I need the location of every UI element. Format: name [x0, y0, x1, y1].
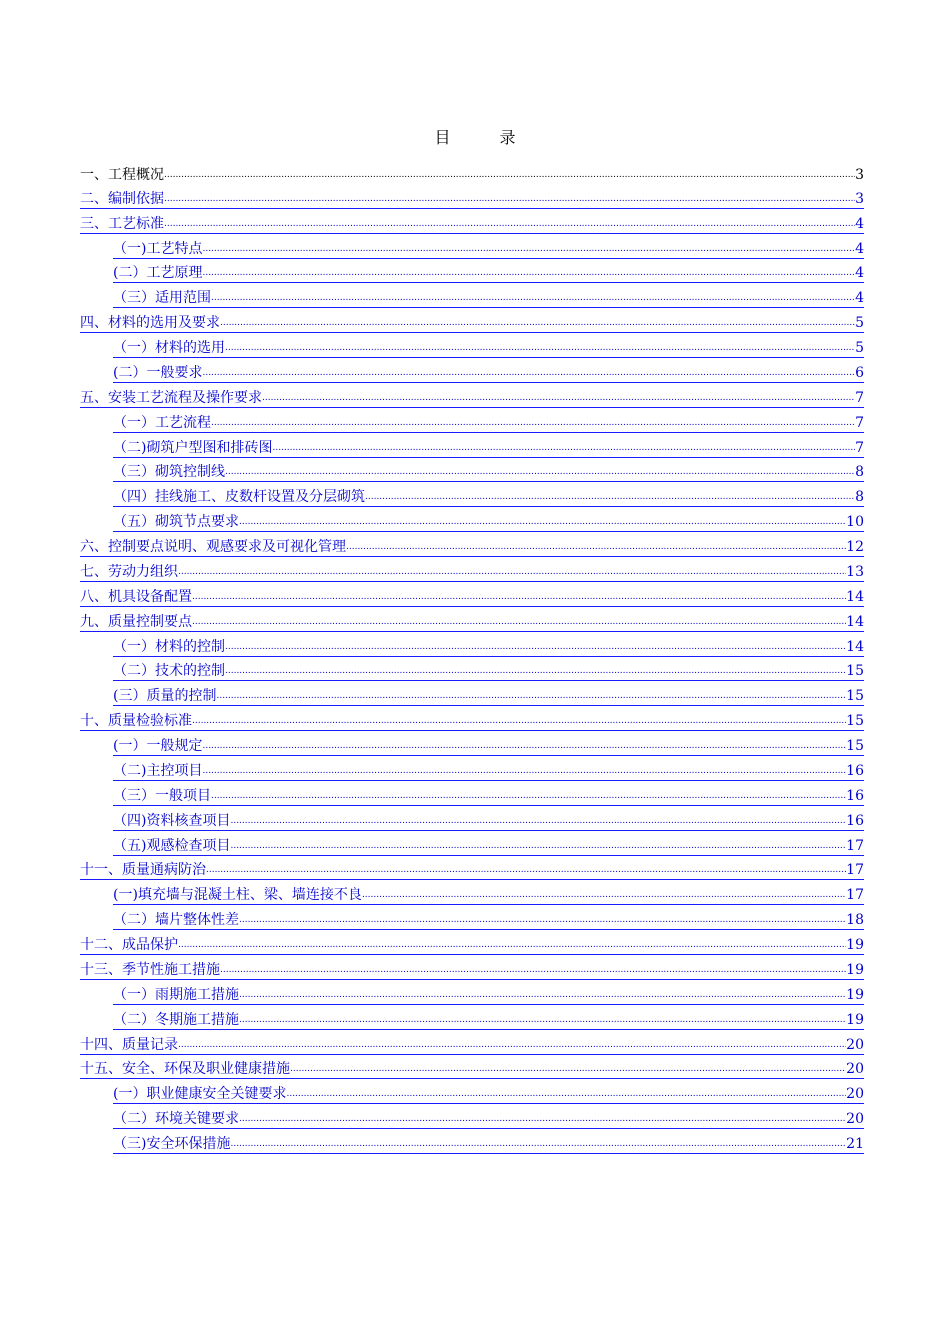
toc-dot-leader — [211, 412, 855, 432]
toc-entry[interactable] — [80, 383, 864, 408]
toc-dot-leader — [202, 735, 846, 755]
toc-entry-page-number: 5 — [855, 340, 864, 356]
toc-dot-leader — [225, 636, 846, 656]
toc-entry-label: （三）砌筑控制线 — [113, 464, 225, 481]
toc-entry-label: (一）一般规定 — [113, 738, 203, 754]
toc-entry-label: （一)工艺特点 — [113, 240, 203, 257]
toc-entry[interactable] — [113, 831, 864, 856]
toc-dot-leader — [239, 984, 846, 1004]
toc-entry-label: (一)填充墙与混凝土柱、梁、墙连接不良 — [113, 887, 362, 904]
toc-dot-leader — [225, 461, 855, 481]
toc-entry[interactable] — [113, 756, 864, 781]
toc-entry-page-number: 4 — [855, 290, 864, 307]
toc-entry[interactable] — [113, 507, 864, 532]
toc-entry-label: 四、材料的选用及要求 — [80, 315, 220, 332]
toc-entry-page-number: 10 — [846, 514, 864, 531]
toc-dot-leader — [206, 859, 846, 879]
toc-entry-page-number: 19 — [846, 961, 864, 978]
toc-entry-label: 六、控制要点说明、观感要求及可视化管理 — [80, 539, 346, 555]
toc-dot-leader — [272, 437, 855, 457]
toc-entry-page-number: 16 — [846, 787, 864, 804]
toc-entry-page-number: 7 — [855, 439, 864, 456]
toc-entry-page-number: 3 — [855, 166, 864, 183]
toc-entry-label: 十二、成品保护 — [80, 937, 178, 953]
toc-entry-page-number: 8 — [855, 464, 864, 481]
toc-entry-page-number: 14 — [846, 638, 864, 655]
toc-entry-page-number: 17 — [846, 862, 864, 879]
toc-dot-leader — [220, 312, 855, 332]
toc-entry-label: （一）材料的选用 — [113, 340, 225, 356]
toc-dot-leader — [286, 1083, 846, 1103]
toc-dot-leader — [239, 511, 846, 531]
toc-entry-page-number: 18 — [846, 912, 864, 929]
toc-dot-leader — [211, 785, 846, 805]
toc-entry[interactable] — [80, 607, 864, 632]
toc-entry-label: （一）雨期施工措施 — [113, 986, 239, 1003]
toc-entry-page-number: 5 — [855, 315, 864, 332]
toc-entry-page-number: 3 — [855, 190, 864, 207]
toc-entry[interactable] — [113, 333, 864, 358]
toc-entry[interactable] — [80, 706, 864, 731]
toc-dot-leader — [164, 164, 855, 184]
toc-dot-leader — [225, 660, 846, 680]
toc-entry[interactable] — [80, 1030, 864, 1055]
toc-entry-page-number: 15 — [846, 738, 864, 754]
toc-entry-label: （四）挂线施工、皮数杆设置及分层砌筑 — [113, 489, 365, 506]
toc-entry-label: 十四、质量记录 — [80, 1036, 178, 1053]
toc-entry[interactable] — [113, 1079, 864, 1104]
toc-entry[interactable] — [80, 532, 864, 557]
toc-entry-page-number: 12 — [846, 539, 864, 555]
toc-entry[interactable] — [80, 856, 864, 881]
toc-dot-leader — [220, 959, 846, 979]
toc-dot-leader — [178, 1034, 846, 1054]
toc-entry-page-number: 15 — [846, 663, 864, 680]
toc-dot-leader — [346, 536, 846, 556]
toc-entry[interactable] — [113, 259, 864, 284]
toc-dot-leader — [178, 561, 846, 581]
toc-entry-label: （二）技术的控制 — [113, 663, 225, 680]
toc-entry-label: （二）环境关键要求 — [113, 1111, 239, 1128]
toc-entry[interactable] — [113, 905, 864, 930]
toc-entry-label: 八、机具设备配置 — [80, 588, 192, 605]
toc-entry-label: 三、工艺标准 — [80, 215, 164, 232]
toc-dot-leader — [239, 1009, 846, 1029]
toc-entry[interactable] — [113, 731, 864, 756]
toc-entry-label: (一）职业健康安全关键要求 — [113, 1086, 287, 1103]
toc-entry[interactable] — [113, 482, 864, 507]
toc-dot-leader — [239, 909, 846, 929]
toc-entry-label: （三)安全环保措施 — [113, 1136, 231, 1152]
toc-entry[interactable] — [113, 806, 864, 831]
toc-dot-leader — [211, 287, 855, 307]
toc-entry-page-number: 7 — [855, 414, 864, 431]
toc-dot-leader — [290, 1058, 846, 1078]
toc-entry[interactable] — [113, 781, 864, 806]
toc-entry[interactable] — [113, 234, 864, 259]
toc-entry-label: （三）适用范围 — [113, 290, 211, 307]
toc-entry[interactable] — [113, 880, 864, 905]
toc-dot-leader — [192, 611, 846, 631]
toc-entry[interactable] — [113, 980, 864, 1005]
toc-dot-leader — [202, 760, 846, 780]
toc-entry[interactable] — [80, 930, 864, 955]
toc-entry-page-number: 4 — [855, 215, 864, 232]
toc-entry-label: （二）冬期施工措施 — [113, 1011, 239, 1028]
toc-entry-label: （四)资料核查项目 — [113, 812, 231, 829]
toc-entry[interactable] — [113, 681, 864, 706]
toc-dot-leader — [362, 884, 846, 904]
toc-entry-page-number: 15 — [846, 713, 864, 730]
toc-dot-leader — [239, 1108, 846, 1128]
toc-dot-leader — [202, 238, 855, 258]
toc-entry[interactable] — [113, 458, 864, 483]
toc-entry-label: 十一、质量通病防治 — [80, 862, 206, 879]
toc-dot-leader — [230, 1133, 846, 1153]
toc-dot-leader — [365, 486, 855, 506]
toc-entry[interactable] — [113, 657, 864, 682]
toc-entry-label: （五)观感检查项目 — [113, 837, 231, 854]
page-title: 目 录 — [434, 128, 538, 147]
toc-dot-leader — [230, 810, 846, 830]
toc-entry-page-number: 8 — [855, 489, 864, 506]
toc-entry[interactable] — [113, 632, 864, 657]
toc-entry-label: 一、工程概况 — [80, 166, 164, 183]
toc-entry-label: 七、劳动力组织 — [80, 563, 178, 580]
toc-dot-leader — [216, 685, 846, 705]
toc-dot-leader — [202, 362, 855, 382]
toc-entry-page-number: 4 — [855, 240, 864, 257]
toc-entry-page-number: 6 — [855, 364, 864, 381]
toc-dot-leader — [178, 934, 846, 954]
toc-entry-label: (三）质量的控制 — [113, 688, 217, 705]
toc-entry-page-number: 14 — [846, 613, 864, 630]
toc-entry-page-number: 14 — [846, 588, 864, 605]
toc-entry-label: （五）砌筑节点要求 — [113, 514, 239, 531]
toc-dot-leader — [192, 710, 846, 730]
toc-entry-page-number: 16 — [846, 762, 864, 779]
toc-entry[interactable] — [113, 433, 864, 458]
toc-entry-label: 十五、安全、环保及职业健康措施 — [80, 1061, 290, 1078]
toc-dot-leader — [230, 835, 846, 855]
toc-entry[interactable] — [80, 557, 864, 582]
toc-dot-leader — [164, 188, 855, 208]
toc-entry[interactable] — [80, 1055, 864, 1080]
toc-entry[interactable] — [80, 209, 864, 234]
toc-entry[interactable] — [113, 1005, 864, 1030]
toc-dot-leader — [262, 387, 855, 407]
toc-dot-leader — [192, 586, 846, 606]
toc-entry-page-number: 19 — [846, 986, 864, 1003]
toc-entry-label: 九、质量控制要点 — [80, 613, 192, 630]
toc-entry-page-number: 20 — [846, 1111, 864, 1128]
toc-entry-page-number: 19 — [846, 937, 864, 953]
toc-entry[interactable] — [80, 184, 864, 209]
toc-entry-label: (二）一般要求 — [113, 364, 203, 381]
toc-entry[interactable] — [113, 358, 864, 383]
toc-entry-label: （二）墙片整体性差 — [113, 912, 239, 929]
toc-entry-label: （一）工艺流程 — [113, 414, 211, 431]
toc-entry-page-number: 19 — [846, 1011, 864, 1028]
toc-entry-page-number: 20 — [846, 1086, 864, 1103]
toc-entry-label: （三）一般项目 — [113, 787, 211, 804]
toc-entry-label: 二、编制依据 — [80, 190, 164, 207]
toc-dot-leader — [202, 262, 855, 282]
toc-entry-page-number: 16 — [846, 812, 864, 829]
toc-dot-leader — [164, 213, 855, 233]
toc-entry-label: 五、安装工艺流程及操作要求 — [80, 389, 262, 406]
toc-entry-page-number: 17 — [846, 887, 864, 904]
toc-entry[interactable] — [113, 283, 864, 308]
toc-entry[interactable] — [80, 582, 864, 607]
toc-entry[interactable] — [80, 308, 864, 333]
toc-entry-label: （二)主控项目 — [113, 762, 203, 779]
toc-entry-page-number: 15 — [846, 688, 864, 705]
toc-entry-label: （一）材料的控制 — [113, 638, 225, 655]
toc-entry-label: （二)砌筑户型图和排砖图 — [113, 439, 273, 456]
toc-entry[interactable] — [113, 408, 864, 433]
toc-entry[interactable] — [80, 159, 864, 184]
toc-entry-page-number: 4 — [855, 265, 864, 282]
toc-dot-leader — [225, 337, 855, 357]
table-of-contents — [80, 159, 864, 1154]
toc-entry-page-number: 17 — [846, 837, 864, 854]
toc-entry-label: 十、质量检验标准 — [80, 713, 192, 730]
toc-entry[interactable] — [113, 1104, 864, 1129]
toc-entry-label: 十三、季节性施工措施 — [80, 961, 220, 978]
toc-entry-page-number: 20 — [846, 1036, 864, 1053]
toc-entry[interactable] — [80, 955, 864, 980]
toc-entry-page-number: 7 — [855, 389, 864, 406]
toc-entry-label: (二）工艺原理 — [113, 265, 203, 282]
toc-entry-page-number: 21 — [846, 1136, 864, 1152]
toc-entry-page-number: 13 — [846, 563, 864, 580]
toc-entry-page-number: 20 — [846, 1061, 864, 1078]
toc-entry[interactable] — [113, 1129, 864, 1154]
